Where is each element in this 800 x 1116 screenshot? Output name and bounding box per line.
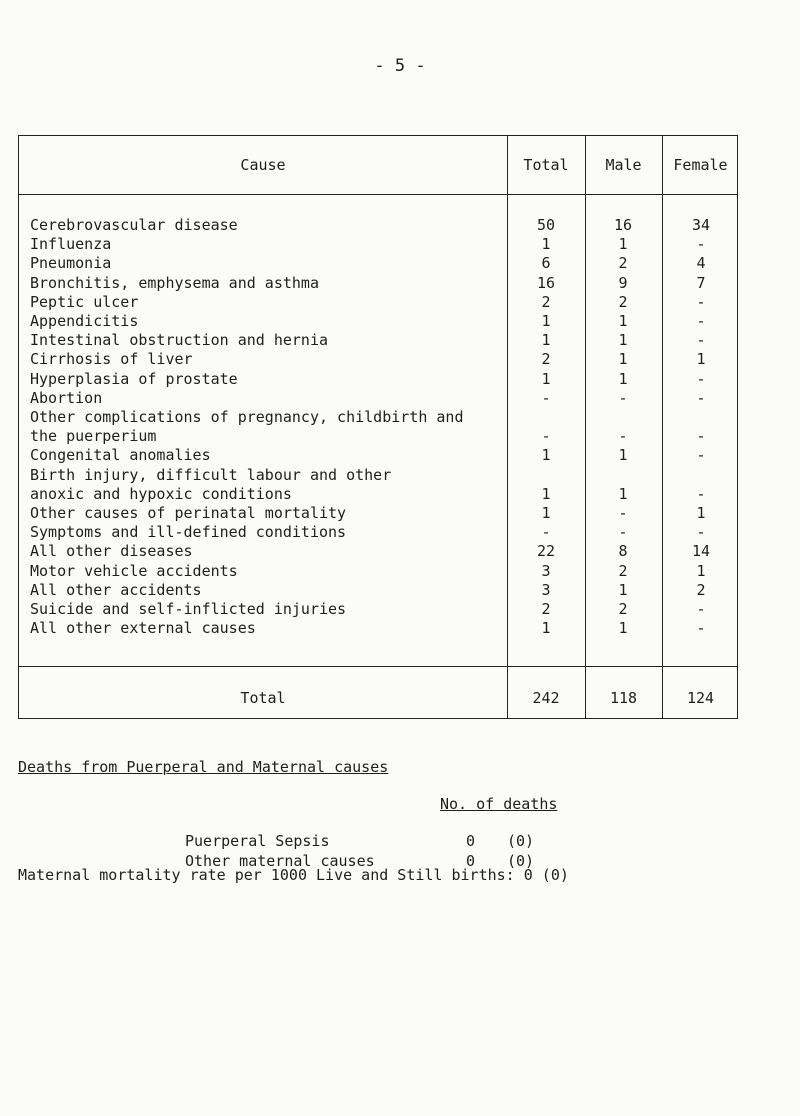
row-cause: Other complications of pregnancy, childbirth and [30,408,464,426]
table-row [19,216,739,235]
table-row [19,523,739,542]
header-divider [19,194,737,195]
row-male: 1 [618,350,628,369]
row-cause: All other diseases [30,542,193,561]
row-total: 6 [541,254,551,273]
row-male: - [618,427,628,446]
row-cause: Cerebrovascular disease [30,216,238,234]
table-row [19,504,739,523]
table-row [19,446,739,465]
row-total: 2 [541,292,551,311]
row-total: 1 [541,619,551,638]
table-row [19,600,739,619]
row-total: 1 [541,446,551,465]
row-male: 2 [618,600,628,618]
row-male: 16 [613,216,633,234]
row-total: 3 [541,580,551,599]
row-cause: Pneumonia [30,254,112,273]
row-male: 9 [618,273,628,292]
row-cause: Cirrhosis of liver [30,350,193,369]
row-male: 1 [618,312,628,330]
row-male: 1 [618,331,628,350]
row-male: 2 [618,561,628,580]
row-male: 2 [618,254,628,273]
table-row [19,293,739,312]
header-cause: Cause [240,156,286,174]
table-row [19,542,739,561]
row-cause: Birth injury, difficult labour and other [30,465,392,484]
row-total: 2 [541,350,551,369]
puerperal-sepsis-paren: (0) [507,832,535,850]
row-female: - [696,600,706,618]
row-female: 2 [696,580,706,599]
total-total: 242 [532,689,560,707]
row-cause: Motor vehicle accidents [30,561,238,580]
table-row [19,389,739,408]
total-male: 118 [609,689,638,707]
row-total: 3 [541,561,551,580]
table-row [19,350,739,369]
maternal-mortality-rate: Maternal mortality rate per 1000 Live and Still births: 0 (0) [18,866,569,884]
row-cause: anoxic and hypoxic conditions [30,484,292,503]
row-total: 22 [536,542,556,561]
row-male: - [618,388,628,407]
row-total: 1 [541,331,551,350]
row-male: 1 [618,235,628,254]
header-total: Total [523,156,569,174]
header-female: Female [673,156,728,174]
row-cause: Symptoms and ill-defined conditions [30,523,347,542]
table-row [19,619,739,638]
row-female: - [696,523,706,542]
row-total: 1 [541,235,551,254]
row-female: - [696,235,706,254]
puerperal-section-title: Deaths from Puerperal and Maternal causes [18,758,389,776]
table-row [19,312,739,331]
row-female: 14 [691,542,711,561]
table-row [19,274,739,293]
row-cause: Hyperplasia of prostate [30,369,238,388]
row-female: 4 [696,254,706,273]
row-female: - [696,369,706,388]
row-male: 1 [618,484,628,503]
row-female: - [696,388,706,407]
row-male: 1 [618,580,628,599]
table-row [19,254,739,273]
table-row [19,466,739,485]
row-male: 2 [618,292,628,311]
table-row [19,235,739,254]
table-row [19,331,739,350]
row-cause: All other accidents [30,580,202,599]
other-maternal-label: Other maternal causes [185,852,375,870]
row-total: 1 [541,369,551,388]
row-female: - [696,331,706,350]
causes-of-death-table [18,135,738,719]
table-row [19,370,739,389]
row-cause: the puerperium [30,427,157,446]
row-total: 16 [536,273,556,292]
row-male: - [618,523,628,542]
row-total: - [541,388,551,407]
header-male: Male [605,156,642,174]
row-female: 1 [696,350,706,369]
puerperal-sepsis-value: 0 [466,832,476,850]
row-male: 1 [618,619,628,638]
row-cause: Intestinal obstruction and hernia [30,331,329,350]
row-cause: Appendicitis [30,312,139,330]
total-label: Total [240,689,286,707]
row-female: 1 [696,504,706,522]
table-row [19,408,739,427]
row-cause: Bronchitis, emphysema and asthma [30,273,319,292]
total-divider [19,666,737,667]
page-number: - 5 - [374,56,426,76]
row-total: 1 [541,504,551,522]
row-female: - [696,484,706,503]
total-female: 124 [686,689,715,707]
row-female: 34 [691,216,711,234]
row-cause: Other causes of perinatal mortality [30,504,347,522]
row-female: - [696,312,706,330]
row-cause: Suicide and self-inflicted injuries [30,600,347,618]
row-total: 2 [541,600,551,618]
row-total: 1 [541,484,551,503]
row-female: - [696,292,706,311]
row-total: 50 [536,216,556,234]
row-male: 1 [618,369,628,388]
row-male: 8 [618,542,628,561]
row-cause: Influenza [30,235,112,254]
row-cause: Congenital anomalies [30,446,211,465]
row-cause: Peptic ulcer [30,292,139,311]
puerperal-sepsis-label: Puerperal Sepsis [185,832,330,850]
row-cause: Abortion [30,388,103,407]
row-male: - [618,504,628,522]
row-female: - [696,619,706,638]
table-row [19,562,739,581]
row-female: - [696,427,706,446]
other-maternal-paren: (0) [507,852,535,870]
row-female: 1 [696,561,706,580]
row-female: 7 [696,273,706,292]
row-male: 1 [618,446,628,465]
row-total: - [541,427,551,446]
row-cause: All other external causes [30,619,256,638]
no-of-deaths-header: No. of deaths [440,795,558,813]
other-maternal-value: 0 [466,852,476,870]
row-total: 1 [541,312,551,330]
table-row [19,485,739,504]
table-row [19,427,739,446]
row-female: - [696,446,706,465]
table-row [19,581,739,600]
row-total: - [541,523,551,542]
